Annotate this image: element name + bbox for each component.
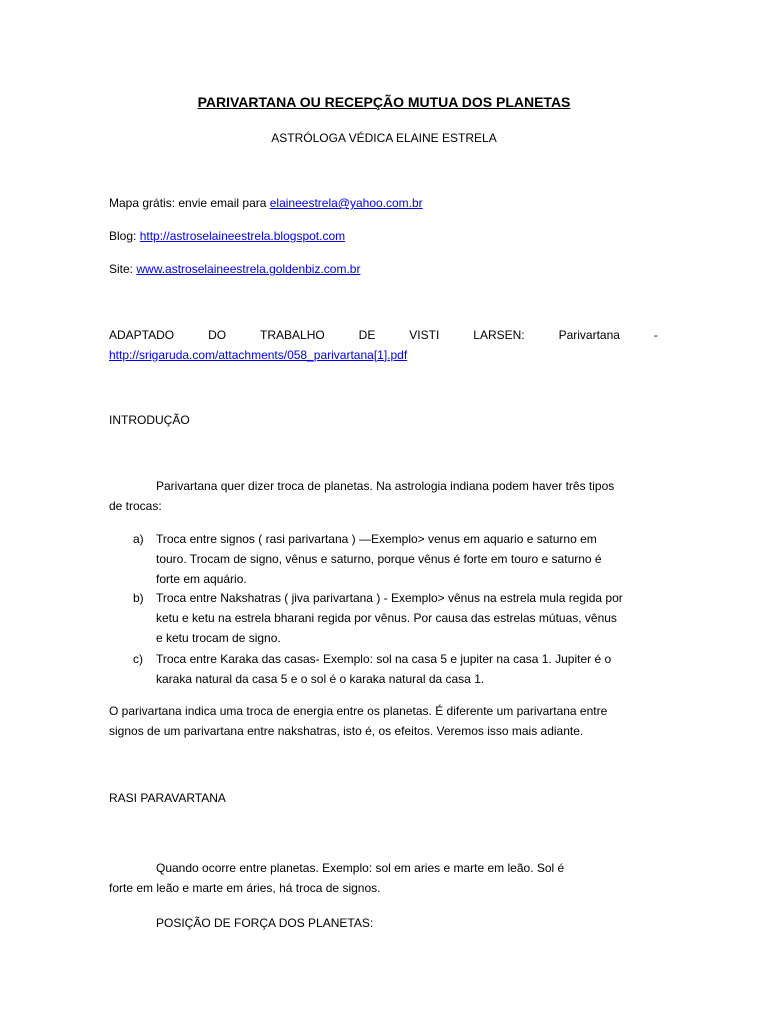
email-link[interactable]: elaineestrela@yahoo.com.br bbox=[269, 196, 423, 210]
source-word: LARSEN: bbox=[473, 328, 525, 342]
source-word: VISTI bbox=[409, 328, 440, 342]
source-word: Parivartana bbox=[558, 328, 620, 342]
source-word: ADAPTADO bbox=[109, 328, 175, 342]
intro-line-1: Parivartana quer dizer troca de planetas. Na astrologia indiana podem haver três tipos bbox=[156, 479, 615, 493]
rasi-heading: RASI PARAVARTANA bbox=[109, 791, 226, 805]
source-word: DE bbox=[358, 328, 376, 342]
rasi-line-1: Quando ocorre entre planetas. Exemplo: sol em aries e marte em leão. Sol é bbox=[156, 861, 565, 875]
list-item-a-line-2: touro. Trocam de signo, vênus e saturno, porque vênus é forte em touro e saturno é bbox=[156, 552, 602, 566]
source-word: TRABALHO bbox=[260, 328, 325, 342]
site-label: Site: bbox=[109, 262, 137, 276]
list-item-b-line-2: ketu e ketu na estrela bharani regida por vênus. Por causa das estrelas mútuas, vênus bbox=[156, 611, 617, 625]
intro-heading: INTRODUÇÃO bbox=[109, 413, 190, 427]
energy-line-1: O parivartana indica uma troca de energia entre os planetas. É diferente um parivartana entre bbox=[109, 704, 608, 718]
list-item-a-line-1: Troca entre signos ( rasi parivartana ) —Exemplo> venus em aquario e saturno em bbox=[156, 532, 597, 546]
source-line bbox=[109, 327, 658, 343]
list-item-c-line-1: Troca entre Karaka das casas- Exemplo: sol na casa 5 e jupiter na casa 1. Jupiter é o bbox=[156, 652, 612, 666]
source-url-line bbox=[109, 347, 407, 363]
mapa-label: Mapa grátis: envie email para bbox=[109, 196, 270, 210]
energy-line-2: signos de um parivartana entre nakshatras, isto é, os efeitos. Veremos isso mais adiante. bbox=[109, 724, 584, 738]
list-marker: c) bbox=[133, 652, 143, 666]
list-item-b-line-3: e ketu trocam de signo. bbox=[156, 631, 281, 645]
rasi-line-2: forte em leão e marte em áries, há troca de signos. bbox=[109, 881, 381, 895]
list-marker: a) bbox=[133, 532, 144, 546]
list-item-c-line-2: karaka natural da casa 5 e o sol é o karaka natural da casa 1. bbox=[156, 672, 485, 686]
list-item-b-line-1: Troca entre Nakshatras ( jiva parivartana ) - Exemplo> vênus na estrela mula regida por bbox=[156, 591, 623, 605]
source-pdf-link[interactable]: http://srigaruda.com/attachments/058_parivartana[1].pdf bbox=[109, 348, 408, 362]
blog-link[interactable]: http://astroselaineestrela.blogspot.com bbox=[139, 229, 346, 243]
page-subtitle: ASTRÓLOGA VÉDICA ELAINE ESTRELA bbox=[271, 131, 497, 145]
list-item-a-line-3: forte em aquário. bbox=[156, 572, 247, 586]
source-word: DO bbox=[208, 328, 227, 342]
site-line bbox=[109, 261, 360, 277]
page-title: PARIVARTANA OU RECEPÇÃO MUTUA DOS PLANETAS bbox=[197, 94, 571, 110]
site-link[interactable]: www.astroselaineestrela.goldenbiz.com.br bbox=[136, 262, 361, 276]
mapa-line bbox=[109, 195, 423, 211]
list-marker: b) bbox=[133, 591, 144, 605]
blog-line bbox=[109, 228, 345, 244]
force-heading: POSIÇÃO DE FORÇA DOS PLANETAS: bbox=[156, 916, 374, 930]
source-word: - bbox=[653, 328, 658, 342]
intro-line-2: de trocas: bbox=[109, 499, 162, 513]
blog-label: Blog: bbox=[109, 229, 140, 243]
